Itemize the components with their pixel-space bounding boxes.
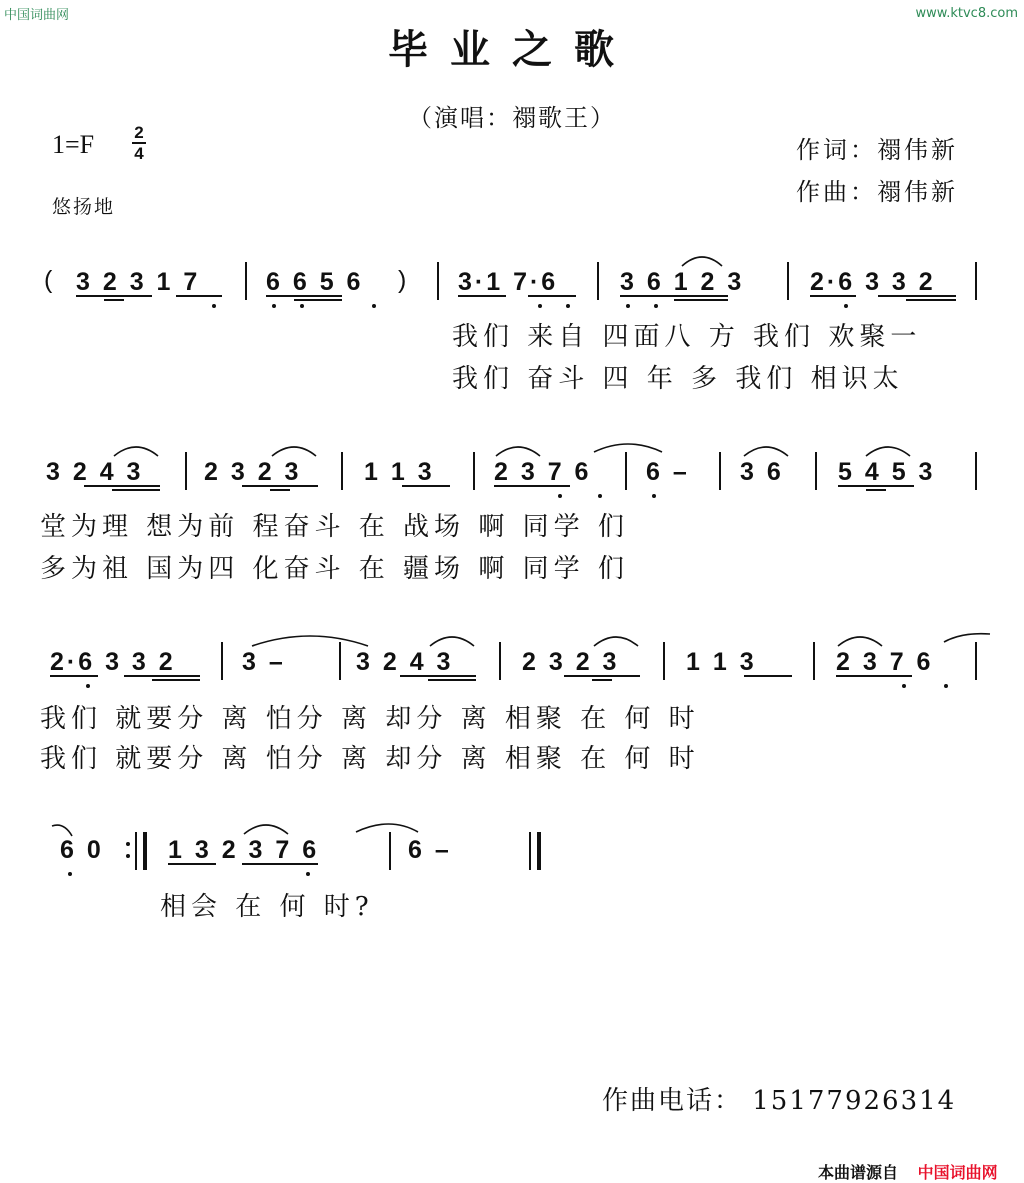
row2-lyrics-verse2: 多为祖 国为四 化奋斗 在 疆场 啊 同学 们 [40,554,629,584]
repeat-dot [126,842,130,846]
row1-lyrics-verse1: 我们 来自 四面八 方 我们 欢聚一 [452,322,922,352]
octave-dot [212,304,216,308]
composer-credit: 作曲：禤伟新 [796,178,958,206]
row2-measure-3: 1 1 3 [364,458,435,486]
slur [496,447,540,456]
slur [682,257,722,266]
octave-dot [558,494,562,498]
octave-dot [86,684,90,688]
octave-dot [300,304,304,308]
octave-dot [652,494,656,498]
slur [944,634,990,642]
paren-close: ) [398,266,410,294]
source-label: 本曲谱源自 [818,1163,899,1182]
octave-dot [626,304,630,308]
key-signature: 1=F [52,130,95,159]
watermark-site-name: 中国词曲网 [4,8,70,23]
slur [866,447,910,456]
row3-measure-6: 2 3 7 6 [836,648,934,676]
source-attribution [818,1160,998,1183]
slur [52,825,72,836]
time-signature [132,124,146,162]
octave-dot [844,304,848,308]
slur [744,447,788,456]
octave-dot [654,304,658,308]
octave-dot [372,304,376,308]
composer-phone: 作曲电话： 15177926314 [602,1086,957,1116]
lyricist-credit: 作词：禤伟新 [796,136,958,164]
octave-dot [68,872,72,876]
repeat-dot [126,854,130,858]
row1-measure-3: 3·1 7·6 [458,268,559,296]
octave-dot [306,872,310,876]
time-signature-bottom: 4 [134,144,144,163]
slur [252,636,368,646]
row2-measure-4: 2 3 7 6 [494,458,592,486]
row2-measure-7: 5 4 5 3 [838,458,936,486]
octave-dot [944,684,948,688]
octave-dot [566,304,570,308]
row4-measure-1: 6 0 [60,836,104,864]
row3-lyrics-verse2: 我们 就要分 离 怕分 离 却分 离 相聚 在 何 时 [40,744,700,774]
row4-measure-2: 1 3 2 3 7 6 [168,836,320,864]
slur [838,637,882,646]
slur [114,447,158,456]
row3-measure-3: 3 2 4 3 [356,648,454,676]
performer-credit: （演唱：禤歌王） [408,104,616,132]
row1-measure-5: 2·6 3 3 2 [810,268,936,296]
slur [356,824,418,832]
octave-dot [598,494,602,498]
row2-measure-2: 2 3 2 3 [204,458,302,486]
slur [594,637,638,646]
row2-lyrics-verse1: 堂为理 想为前 程奋斗 在 战场 啊 同学 们 [40,512,629,542]
row3-measure-1: 2·6 3 3 2 [50,648,176,676]
row1-measure-2: 6 6 5 6 [266,268,364,296]
row4-lyrics: 相会 在 何 时? [160,892,374,922]
row3-measure-2: 3 – [242,648,286,676]
row4-measure-3: 6 – [408,836,452,864]
row3-measure-4: 2 3 2 3 [522,648,620,676]
slur [244,825,288,834]
row1-lyrics-verse2: 我们 奋斗 四 年 多 我们 相识太 [452,364,904,394]
row2-measure-1: 3 2 4 3 [46,458,144,486]
row2-measure-5: 6 – [646,458,690,486]
watermark-site-url: www.ktvc8.com [915,6,1018,21]
slur [430,637,474,646]
slur [272,447,316,456]
row1-measure-4: 3 6 1 2 3 [620,268,745,296]
source-site: 中国词曲网 [917,1163,998,1182]
time-signature-top: 2 [134,123,144,142]
tempo-marking: 悠扬地 [52,196,116,218]
octave-dot [902,684,906,688]
row3-lyrics-verse1: 我们 就要分 离 怕分 离 却分 离 相聚 在 何 时 [40,704,700,734]
paren-open: ( [44,266,56,294]
row2-measure-6: 3 6 [740,458,784,486]
octave-dot [272,304,276,308]
row3-measure-5: 1 1 3 [686,648,757,676]
row1-measure-1: 3 2 3 1 7 [76,268,201,296]
octave-dot [538,304,542,308]
slur [594,444,662,452]
song-title: 毕业之歌 [388,26,636,73]
